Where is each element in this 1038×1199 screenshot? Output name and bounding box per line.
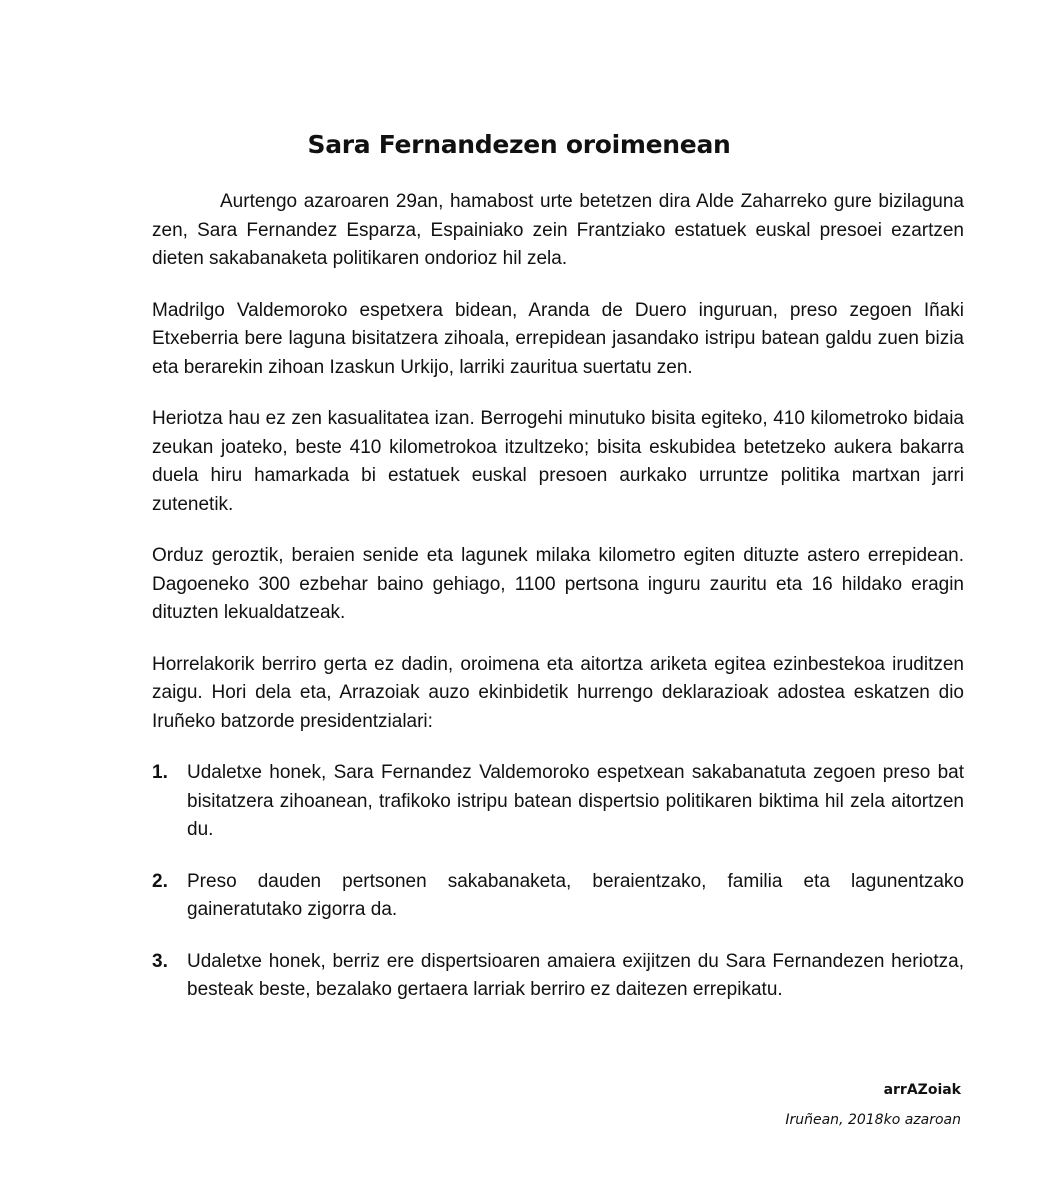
signature-block bbox=[785, 1082, 961, 1128]
declaration-number: 1. bbox=[152, 762, 168, 783]
declaration-item bbox=[152, 948, 964, 1005]
declaration-item bbox=[152, 868, 964, 925]
document-body bbox=[152, 188, 964, 1028]
document-title: Sara Fernandezen oroimenean bbox=[307, 130, 731, 159]
declaration-number: 3. bbox=[152, 950, 168, 972]
paragraph-intro: Aurtengo azaroaren 29an, hamabost urte betetzen dira Alde Zaharreko gure bizilaguna zen, Sara Fernandez Esparza, Espainiako zein Frantziako estatuek euskal presoei ezartzen dieten sakabanaketa politikaren ondorioz hil zela. bbox=[152, 191, 964, 269]
declaration-text: Udaletxe honek, berriz ere dispertsioaren amaiera exijitzen du Sara Fernandezen heriotza, besteak beste, bezalako gertaera larriak berriro ez daitezen errepikatu. bbox=[187, 950, 964, 1000]
declaration-number: 2. bbox=[152, 870, 168, 892]
declaration-item bbox=[152, 759, 964, 845]
declaration-list bbox=[152, 759, 964, 1005]
signature-name: arrAZoiak bbox=[883, 1082, 961, 1098]
paragraph-statistics: Orduz geroztik, beraien senide eta lagunek milaka kilometro egiten dituzte astero errepidean. Dagoeneko 300 ezbehar baino gehiago, 1100 pertsona inguru zauritu eta 16 hildako eragin dituzten lekualdatzeak. bbox=[152, 545, 964, 623]
declaration-text: Udaletxe honek, Sara Fernandez Valdemoroko espetxean sakabanatuta zegoen preso bat bisitatzera zihoanean, trafikoko istripu batean dispertsio politikaren biktima hil zela aitortzen du. bbox=[187, 762, 964, 840]
paragraph-accident: Madrilgo Valdemoroko espetxera bidean, Aranda de Duero inguruan, preso zegoen Iñaki Etxeberria bere laguna bisitatzera zihoala, errepidean jasandako istripu batean galdu zuen bizia eta berarekin zihoan Izaskun Urkijo, larriki zauritua suertatu zen. bbox=[152, 299, 964, 378]
paragraph-distance: Heriotza hau ez zen kasualitatea izan. Berrogehi minutuko bisita egiteko, 410 kilometroko bidaia zeukan joateko, beste 410 kilometrokoa itzultzeko; bisita eskubidea betetzeko aukera bakarra duela hiru hamarkada bi estatuek euskal presoen aurkako urruntze politika martxan jarri zutenetik. bbox=[152, 408, 964, 515]
declaration-text: Preso dauden pertsonen sakabanaketa, beraientzako, familia eta lagunentzako gaineratutako zigorra da. bbox=[187, 870, 964, 920]
signature-place-date: Iruñean, 2018ko azaroan bbox=[785, 1112, 961, 1128]
paragraph-request: Horrelakorik berriro gerta ez dadin, oroimena eta aitortza ariketa egitea ezinbestekoa iruditzen zaigu. Hori dela eta, Arrazoiak auzo ekinbidetik hurrengo deklarazioak adostea eskatzen dio Iruñeko batzorde presidentzialari: bbox=[152, 653, 964, 732]
